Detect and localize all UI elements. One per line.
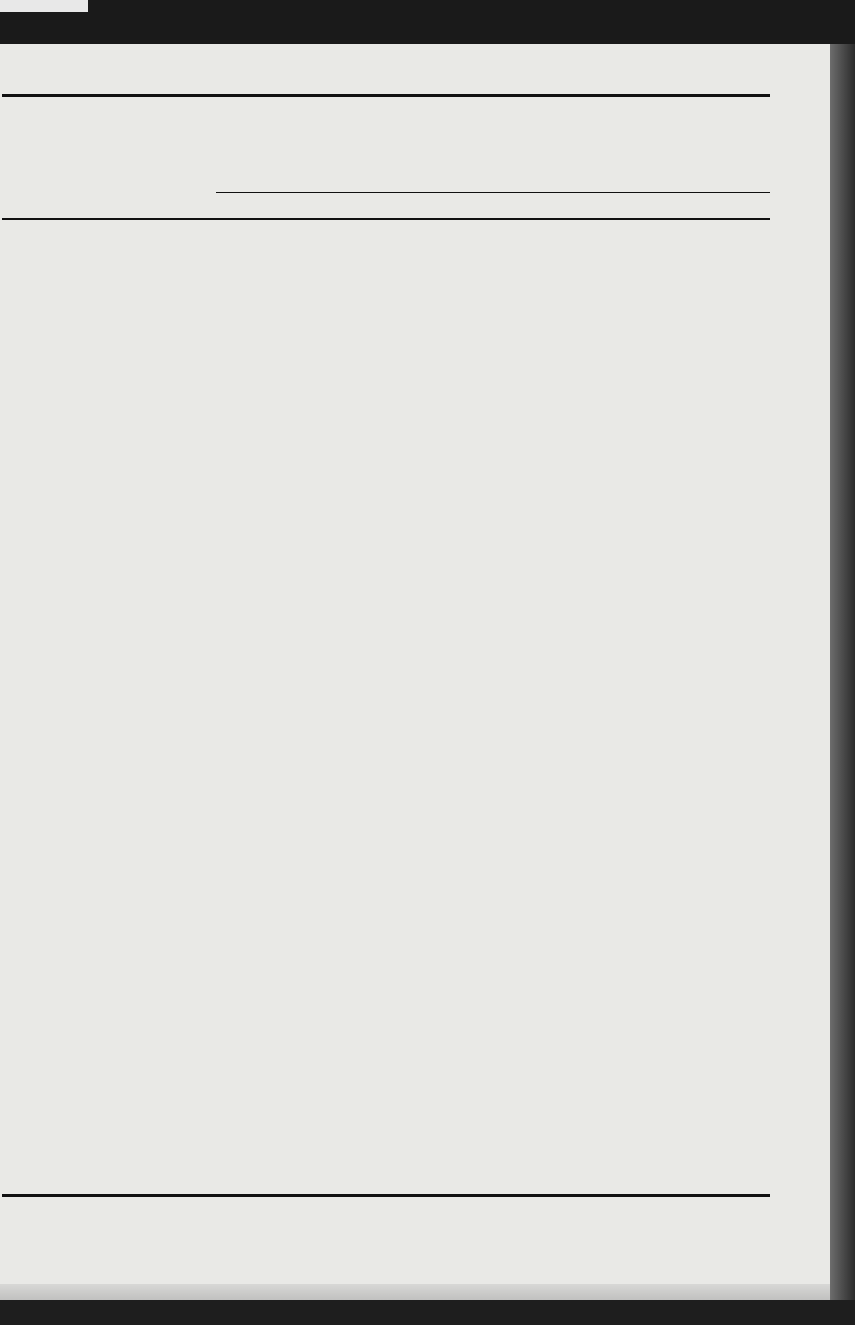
header-bottom-rule	[2, 218, 770, 220]
top-rule	[2, 94, 770, 97]
table-bottom-rule	[2, 1194, 770, 1197]
scan-bottom-border	[0, 1300, 855, 1325]
scan-white-corner	[0, 0, 88, 12]
scan-dark-border	[0, 0, 855, 44]
sex-row-rule	[216, 192, 770, 193]
document-page	[0, 44, 830, 1309]
page-right-edge	[830, 44, 855, 1325]
